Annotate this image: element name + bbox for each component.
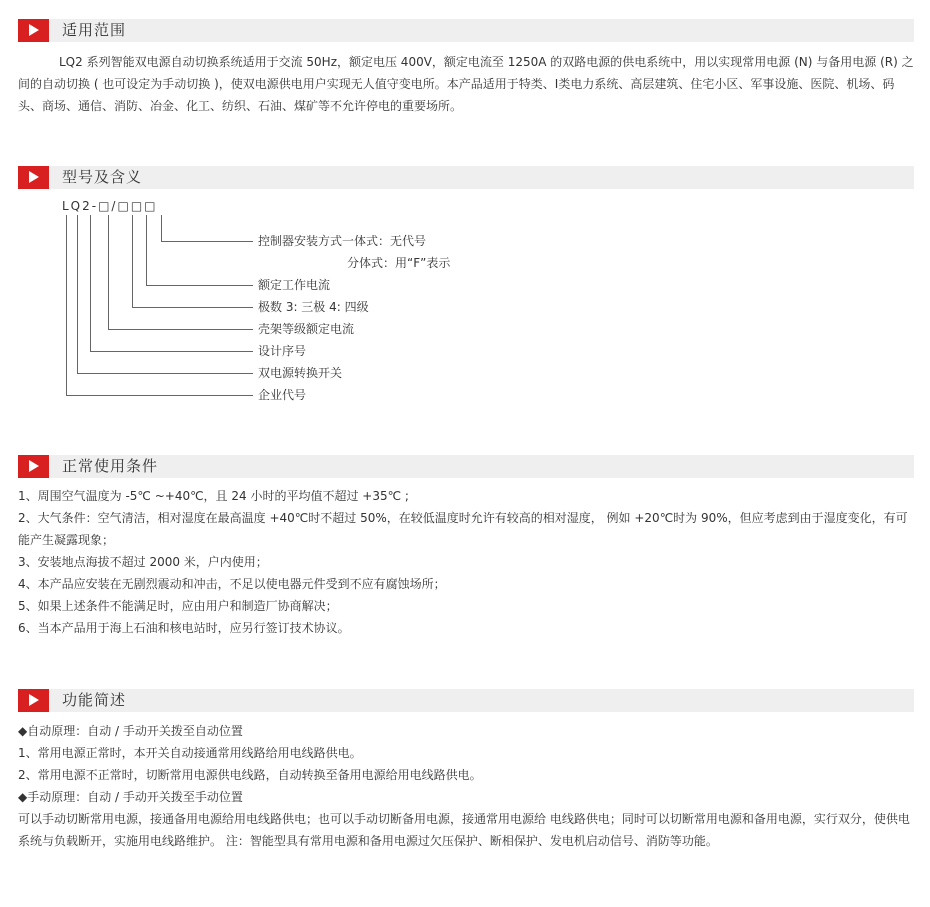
connector (108, 329, 253, 330)
play-triangle-icon (18, 19, 49, 42)
section-header-scope (18, 19, 914, 42)
connector (66, 395, 253, 396)
section-conditions (18, 455, 914, 639)
section-functions (18, 689, 914, 852)
section-model (18, 166, 914, 402)
connector (161, 215, 162, 241)
list-item: ◆自动原理：自动 / 手动开关拨至自动位置 (18, 724, 243, 738)
connector (66, 215, 67, 395)
model-label-frame: 壳架等级额定电流 (258, 322, 355, 336)
model-diagram (18, 189, 914, 419)
play-triangle-icon (18, 689, 49, 712)
scope-paragraph: LQ2 系列智能双电源自动切换系统适用于交流 50Hz，额定电压 400V，额定电流至 1250A 的双路电源的供电系统中，用以实现常用电源 (N) 与备用电源 (R) 之间的自动切换 ( 也可设定为手动切换 )，使双电源供电用户实现无人值守变电所。本产品适用于特类、Ⅰ类电力系统、高层建筑、住宅小区、军事设施、医院、机场、码头、商场、通信、消防、冶金、化工、纺织、石油、煤矿等不允许停电的重要场所。 (18, 55, 914, 113)
connector (146, 215, 147, 285)
connector (77, 215, 78, 373)
list-item: 6、当本产品用于海上石油和核电站时，应另行签订技术协议。 (18, 621, 350, 635)
list-item: 2、常用电源不正常时，切断常用电源供电线路，自动转换至备用电源给用电线路供电。 (18, 768, 482, 782)
list-item: 可以手动切断常用电源，接通备用电源给用电线路供电；也可以手动切断备用电源，接通常用电源给 电线路供电；同时可以切断常用电源和备用电源，实行双分，使供电系统与负载断开，实施用电线路维护。 注：智能型具有常用电源和备用电源过欠压保护、断相保护、发电机启动信号、消防等功能。 (18, 812, 910, 848)
list-item: 5、如果上述条件不能满足时，应由用户和制造厂协商解决； (18, 599, 338, 613)
model-label-split: 分体式：用“F”表示 (347, 256, 451, 270)
connector (146, 285, 253, 286)
model-label-install: 控制器安装方式一体式：无代号 (258, 234, 427, 248)
play-triangle-icon (18, 455, 49, 478)
list-item: 1、周围空气温度为 -5℃ ~+40℃，且 24 小时的平均值不超过 +35℃ ; (18, 489, 409, 503)
connector (132, 307, 253, 308)
list-item: ◆手动原理：自动 / 手动开关拨至手动位置 (18, 790, 243, 804)
list-item: 3、安装地点海拔不超过 2000 米，户内使用； (18, 555, 268, 569)
connector (90, 351, 253, 352)
connector (108, 215, 109, 329)
model-label-design: 设计序号 (258, 344, 307, 358)
conditions-list (18, 485, 914, 639)
model-code: LQ2-□/□□□ (62, 199, 158, 213)
functions-list (18, 720, 914, 852)
model-label-company: 企业代号 (258, 388, 307, 402)
section-title: 适用范围 (62, 21, 127, 39)
section-title: 正常使用条件 (62, 457, 159, 475)
section-header-functions (18, 689, 914, 712)
section-scope (18, 19, 914, 117)
connector (77, 373, 253, 374)
model-label-current: 额定工作电流 (258, 278, 331, 292)
section-title: 功能简述 (62, 691, 127, 709)
play-triangle-icon (18, 166, 49, 189)
section-header-conditions (18, 455, 914, 478)
connector (90, 215, 91, 351)
list-item: 1、常用电源正常时，本开关自动接通常用线路给用电线路供电。 (18, 746, 362, 760)
model-label-switch: 双电源转换开关 (258, 366, 343, 380)
section-title: 型号及含义 (62, 168, 143, 186)
model-label-poles: 极数 3: 三极 4: 四级 (258, 300, 369, 314)
connector (132, 215, 133, 307)
connector (161, 241, 253, 242)
list-item: 4、本产品应安装在无剧烈震动和冲击，不足以使电器元件受到不应有腐蚀场所； (18, 577, 446, 591)
section-header-model (18, 166, 914, 189)
list-item: 2、大气条件：空气清洁，相对湿度在最高温度 +40℃时不超过 50%，在较低温度时允许有较高的相对湿度， 例如 +20℃时为 90%，但应考虑到由于湿度变化，有可能产生凝露现象； (18, 511, 908, 547)
